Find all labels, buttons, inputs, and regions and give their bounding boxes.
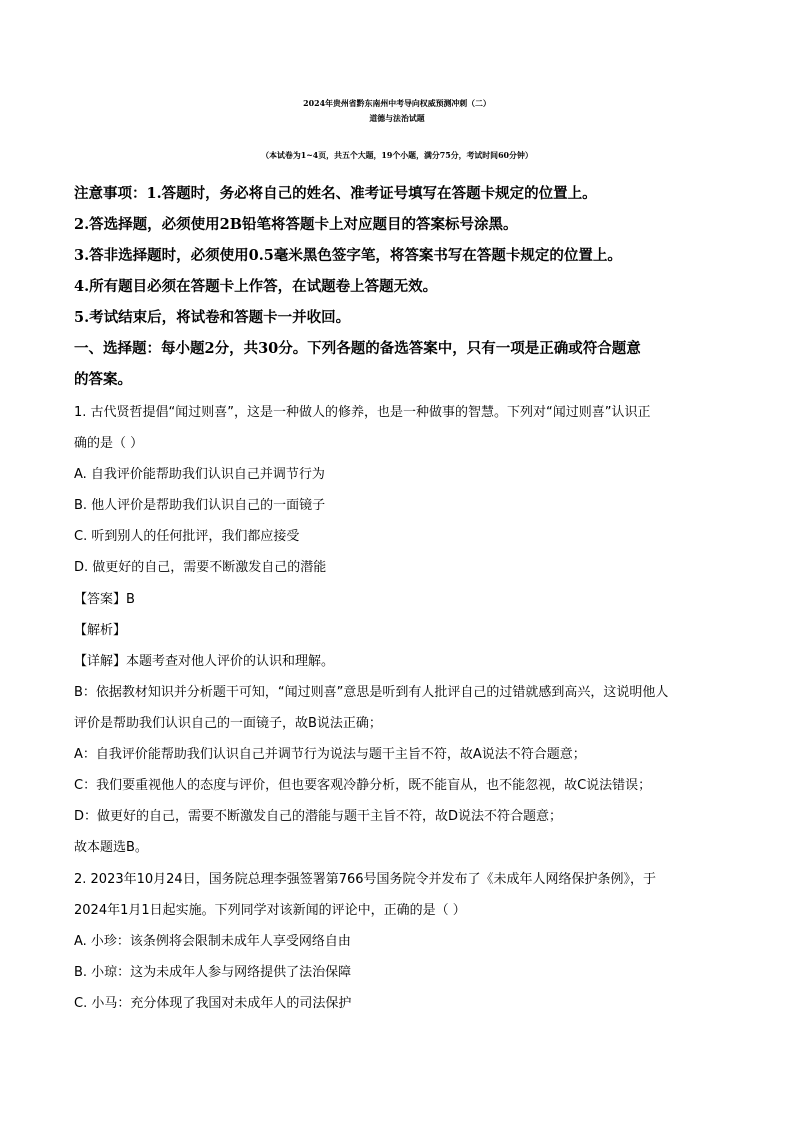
note-line: 4.所有题目必须在答题卡上作答，在试题卷上答题无效。 — [74, 278, 438, 295]
explain-line: D：做更好的自己，需要不断激发自己的潜能与题干主旨不符，故D说法不符合题意； — [74, 809, 563, 824]
analysis-label: 【解析】 — [74, 623, 127, 638]
answer-line: 【答案】B — [74, 592, 135, 607]
option: C. 听到别人的任何批评，我们都应接受 — [74, 529, 300, 544]
question-stem: 2024年1月1日起实施。下列同学对该新闻的评论中，正确的是（ ） — [74, 903, 466, 918]
section-heading: 的答案。 — [74, 371, 132, 388]
note-line: 注意事项：1.答题时，务必将自己的姓名、准考证号填写在答题卡规定的位置上。 — [74, 185, 597, 202]
exam-info: （本试卷为1~4页，共五个大题，19个小题，满分75分，考试时间60分钟） — [261, 151, 533, 160]
note-line: 3.答非选择题时，必须使用0.5毫米黑色签字笔，将答案书写在答题卡规定的位置上。 — [74, 247, 622, 264]
detail-line: 【详解】本题考查对他人评价的认识和理解。 — [74, 654, 335, 669]
note-line: 5.考试结束后，将试卷和答题卡一并收回。 — [74, 309, 351, 326]
question-stem: 2. 2023年10月24日，国务院总理李强签署第766号国务院令并发布了《未成年人网络保护条例》，于 — [74, 872, 657, 887]
option: A. 小珍：该条例将会限制未成年人享受网络自由 — [74, 934, 351, 949]
explain-line: C：我们要重视他人的态度与评价，但也要客观冷静分析，既不能盲从，也不能忽视，故C说法错误； — [74, 778, 652, 793]
note-line: 2.答选择题，必须使用2B铅笔将答题卡上对应题目的答案标号涂黑。 — [74, 216, 518, 233]
option: B. 小琼：这为未成年人参与网络提供了法治保障 — [74, 965, 352, 980]
exam-subtitle: 道德与法治试题 — [369, 114, 425, 123]
exam-title: 2024年贵州省黔东南州中考导向权威预测冲刺（二） — [303, 99, 491, 108]
explain-line: 故本题选B。 — [74, 840, 148, 855]
explain-line: A：自我评价能帮助我们认识自己并调节行为说法与题干主旨不符，故A说法不符合题意； — [74, 747, 586, 762]
section-heading: 一、选择题：每小题2分，共30分。下列各题的备选答案中，只有一项是正确或符合题意 — [74, 340, 641, 357]
question-stem: 1. 古代贤哲提倡“闻过则喜”，这是一种做人的修养，也是一种做事的智慧。下列对“闻过则喜”认识正 — [74, 405, 651, 420]
option: B. 他人评价是帮助我们认识自己的一面镜子 — [74, 498, 326, 513]
question-stem: 确的是（ ） — [74, 436, 144, 451]
option: C. 小马：充分体现了我国对未成年人的司法保护 — [74, 996, 352, 1011]
option: D. 做更好的自己，需要不断激发自己的潜能 — [74, 560, 327, 575]
option: A. 自我评价能帮助我们认识自己并调节行为 — [74, 467, 325, 482]
explain-line: 评价是帮助我们认识自己的一面镜子，故B说法正确； — [74, 716, 382, 731]
explain-line: B：依据教材知识并分析题干可知，“闻过则喜”意思是听到有人批评自己的过错就感到高兴，这说明他人 — [74, 685, 669, 700]
